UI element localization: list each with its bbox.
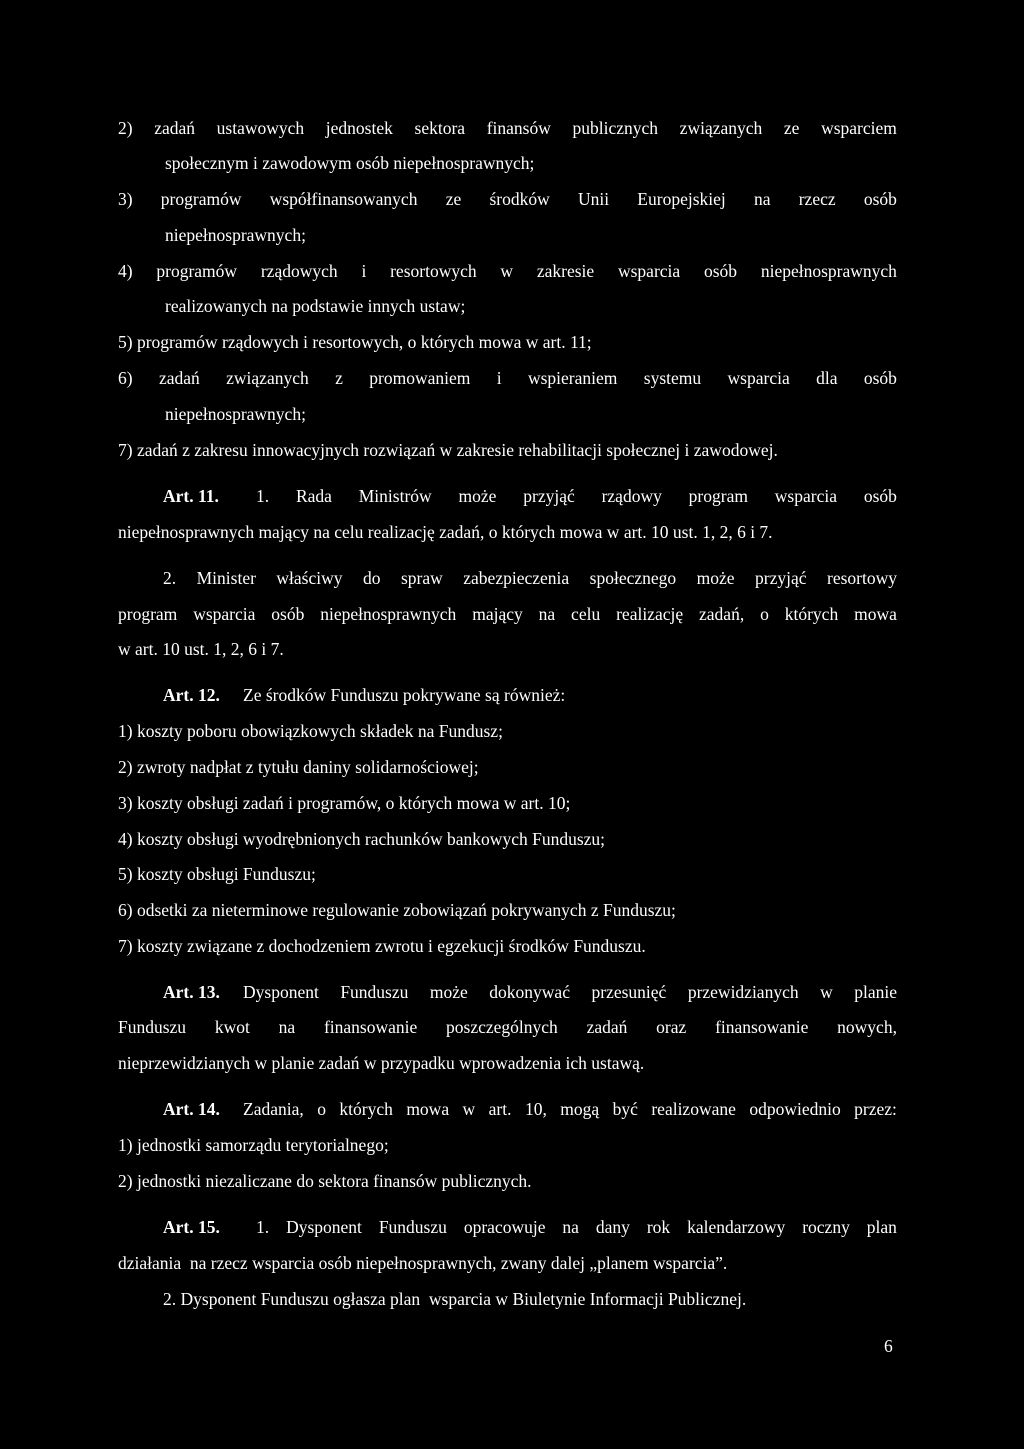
word: może bbox=[429, 982, 468, 1002]
word: resortowych bbox=[390, 261, 477, 281]
word: właściwy bbox=[276, 568, 343, 588]
word: planie bbox=[854, 982, 897, 1002]
word: współfinansowanych bbox=[269, 189, 418, 209]
word: Minister bbox=[196, 568, 256, 588]
word: w bbox=[500, 261, 514, 281]
word: niepełnosprawnych bbox=[760, 261, 897, 281]
word: kalendarzowy bbox=[687, 1217, 786, 1237]
article-14-item-1: 1) jednostki samorządu terytorialnego; bbox=[118, 1135, 389, 1155]
word: osób bbox=[863, 368, 897, 388]
word: poszczególnych bbox=[446, 1017, 558, 1037]
article-14-item-2: 2) jednostki niezaliczane do sektora finansów publicznych. bbox=[118, 1171, 532, 1191]
word: na bbox=[753, 189, 771, 209]
article-11-label: Art. 11. bbox=[163, 486, 219, 506]
word: w bbox=[462, 1099, 476, 1119]
word: programów bbox=[156, 261, 238, 281]
word: rzecz bbox=[798, 189, 836, 209]
article-12-item-2: 2) zwroty nadpłat z tytułu daniny solidarnościowej; bbox=[118, 757, 479, 777]
word: Funduszu bbox=[378, 1217, 447, 1237]
list-item-7: 7) zadań z zakresu innowacyjnych rozwiązań w zakresie rehabilitacji społecznej i zawodowej. bbox=[118, 440, 778, 460]
word: odpowiednio bbox=[749, 1099, 841, 1119]
article-14-label: Art. 14. bbox=[163, 1099, 220, 1119]
word: finansowanie bbox=[323, 1017, 418, 1037]
list-item-3-line-2: niepełnosprawnych; bbox=[165, 225, 306, 245]
article-13-line-2 bbox=[118, 1016, 897, 1038]
word: wsparcia bbox=[193, 604, 256, 624]
article-13-label: Art. 13. bbox=[163, 982, 220, 1002]
word: dany bbox=[595, 1217, 630, 1237]
word: mogą bbox=[560, 1099, 600, 1119]
word: w bbox=[820, 982, 833, 1002]
word: mowa bbox=[854, 604, 897, 624]
word: do bbox=[363, 568, 381, 588]
article-11-para-2-line-2 bbox=[118, 603, 897, 625]
list-item-6-line-2: niepełnosprawnych; bbox=[165, 404, 306, 424]
word: zadań, bbox=[699, 604, 745, 624]
word: celu bbox=[571, 604, 601, 624]
word: programów bbox=[160, 189, 242, 209]
word: 4) bbox=[118, 261, 133, 281]
article-12-intro: Ze środków Funduszu pokrywane są również: bbox=[243, 685, 566, 705]
word: Dysponent bbox=[286, 1217, 362, 1237]
word: wsparcia bbox=[727, 368, 790, 388]
article-15-label: Art. 15. bbox=[163, 1217, 220, 1237]
word: Unii bbox=[577, 189, 610, 209]
article-13-line-3: nieprzewidzianych w planie zadań w przypadku wprowadzenia ich ustawą. bbox=[118, 1053, 645, 1073]
word: rok bbox=[646, 1217, 671, 1237]
article-13-line-1 bbox=[243, 981, 897, 1003]
word: przesunięć bbox=[591, 982, 667, 1002]
word: realizowane bbox=[651, 1099, 736, 1119]
word: może bbox=[458, 486, 497, 506]
word: przyjąć bbox=[523, 486, 575, 506]
article-11-para-2-line-3: w art. 10 ust. 1, 2, 6 i 7. bbox=[118, 639, 284, 659]
list-item-3-line-1 bbox=[118, 188, 897, 210]
word: 10, bbox=[524, 1099, 547, 1119]
word: resortowy bbox=[827, 568, 897, 588]
word: osób bbox=[703, 261, 738, 281]
word: Funduszu bbox=[340, 982, 409, 1002]
word: ze bbox=[445, 189, 462, 209]
word: 2) bbox=[118, 118, 133, 138]
word: jednostek bbox=[325, 118, 393, 138]
word: finansów bbox=[486, 118, 551, 138]
word: Rada bbox=[295, 486, 332, 506]
word: 1. bbox=[256, 486, 270, 506]
word: być bbox=[612, 1099, 638, 1119]
word: program bbox=[688, 486, 748, 506]
word: zabezpieczenia bbox=[463, 568, 570, 588]
word: zadań bbox=[154, 118, 196, 138]
word: osób bbox=[271, 604, 305, 624]
word: związanych bbox=[226, 368, 309, 388]
word: promowaniem bbox=[369, 368, 471, 388]
word: dla bbox=[816, 368, 838, 388]
word: 6) bbox=[118, 368, 133, 388]
word: i bbox=[496, 368, 502, 388]
list-item-4-line-2: realizowanych na podstawie innych ustaw; bbox=[165, 296, 466, 316]
word: rządowy bbox=[601, 486, 662, 506]
word: Europejskiej bbox=[637, 189, 726, 209]
word: oraz bbox=[656, 1017, 687, 1037]
word: plan bbox=[866, 1217, 897, 1237]
word: publicznych bbox=[572, 118, 659, 138]
article-15-para-1-line-1 bbox=[256, 1216, 897, 1238]
word: z bbox=[335, 368, 343, 388]
word: ze bbox=[783, 118, 800, 138]
word: mowa bbox=[406, 1099, 450, 1119]
list-item-2-line-2: społecznym i zawodowym osób niepełnosprawnych; bbox=[165, 153, 535, 173]
word: osób bbox=[863, 189, 897, 209]
word: art. bbox=[488, 1099, 512, 1119]
word: Zadania, bbox=[243, 1099, 304, 1119]
word: wspieraniem bbox=[527, 368, 618, 388]
word: wsparcia bbox=[774, 486, 837, 506]
word: przyjąć bbox=[755, 568, 807, 588]
word: finansowanie bbox=[715, 1017, 809, 1037]
word: nowych, bbox=[837, 1017, 897, 1037]
article-11-para-1-line-2: niepełnosprawnych mający na celu realizację zadań, o których mowa w art. 10 ust. 1, 2, 6 i 7. bbox=[118, 522, 773, 542]
word: społecznego bbox=[589, 568, 677, 588]
word: o bbox=[317, 1099, 326, 1119]
word: przewidzianych bbox=[687, 982, 799, 1002]
word: Funduszu bbox=[118, 1017, 187, 1037]
word: osób bbox=[863, 486, 897, 506]
word: na bbox=[562, 1217, 579, 1237]
page-number: 6 bbox=[884, 1336, 893, 1356]
list-item-6-line-1 bbox=[118, 367, 897, 389]
word: 1. bbox=[256, 1217, 270, 1237]
word: zakresie bbox=[536, 261, 595, 281]
word: o bbox=[760, 604, 769, 624]
word: związanych bbox=[679, 118, 763, 138]
article-12-item-5: 5) koszty obsługi Funduszu; bbox=[118, 864, 316, 884]
list-item-2-line-1 bbox=[118, 117, 897, 139]
article-12-item-4: 4) koszty obsługi wyodrębnionych rachunków bankowych Funduszu; bbox=[118, 829, 606, 849]
article-14-intro bbox=[243, 1098, 897, 1120]
word: na bbox=[278, 1017, 296, 1037]
word: na bbox=[538, 604, 556, 624]
word: program bbox=[118, 604, 178, 624]
word: 2. bbox=[163, 568, 177, 588]
list-item-5: 5) programów rządowych i resortowych, o których mowa w art. 11; bbox=[118, 332, 592, 352]
word: 3) bbox=[118, 189, 133, 209]
article-12-item-1: 1) koszty poboru obowiązkowych składek na Fundusz; bbox=[118, 721, 503, 741]
article-12-item-6: 6) odsetki za nieterminowe regulowanie zobowiązań pokrywanych z Funduszu; bbox=[118, 900, 676, 920]
article-11-para-2-line-1 bbox=[163, 567, 897, 589]
article-15-para-2: 2. Dysponent Funduszu ogłasza plan wsparcia w Biuletynie Informacji Publicznej. bbox=[163, 1289, 747, 1309]
word: sektora bbox=[414, 118, 466, 138]
word: Dysponent bbox=[243, 982, 319, 1002]
word: których bbox=[339, 1099, 393, 1119]
word: mający bbox=[472, 604, 523, 624]
word: dokonywać bbox=[489, 982, 570, 1002]
word: wsparciem bbox=[821, 118, 897, 138]
article-12-label: Art. 12. bbox=[163, 685, 220, 705]
word: niepełnosprawnych bbox=[320, 604, 457, 624]
word: zadań bbox=[586, 1017, 628, 1037]
word: opracowuje bbox=[463, 1217, 546, 1237]
word: których bbox=[784, 604, 839, 624]
word: spraw bbox=[400, 568, 443, 588]
word: przez: bbox=[854, 1099, 897, 1119]
article-11-para-1-line-1 bbox=[256, 485, 897, 507]
word: wsparcia bbox=[617, 261, 681, 281]
list-item-4-line-1 bbox=[118, 260, 897, 282]
article-15-para-1-line-2: działania na rzecz wsparcia osób niepełnosprawnych, zwany dalej „planem wsparcia”. bbox=[118, 1253, 728, 1273]
word: roczny bbox=[802, 1217, 850, 1237]
article-12-item-3: 3) koszty obsługi zadań i programów, o których mowa w art. 10; bbox=[118, 793, 571, 813]
article-12-item-7: 7) koszty związane z dochodzeniem zwrotu i egzekucji środków Funduszu. bbox=[118, 936, 646, 956]
word: systemu bbox=[643, 368, 702, 388]
word: i bbox=[361, 261, 367, 281]
word: rządowych bbox=[260, 261, 338, 281]
word: środków bbox=[489, 189, 550, 209]
word: kwot bbox=[214, 1017, 250, 1037]
word: ustawowych bbox=[216, 118, 305, 138]
word: realizację bbox=[616, 604, 684, 624]
word: Ministrów bbox=[358, 486, 432, 506]
word: może bbox=[696, 568, 735, 588]
word: zadań bbox=[158, 368, 200, 388]
